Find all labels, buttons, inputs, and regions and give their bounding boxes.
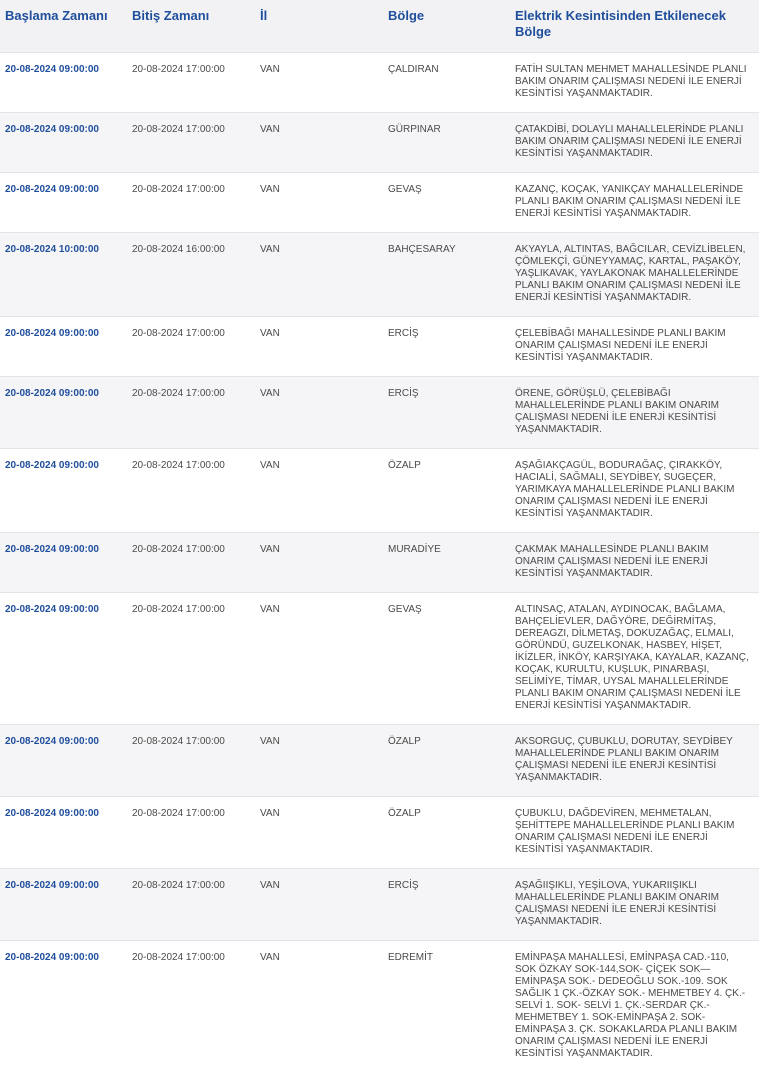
table-row bbox=[0, 448, 759, 532]
start-time-cell: 20-08-2024 09:00:00 bbox=[5, 63, 99, 75]
end-time-cell: 20-08-2024 17:00:00 bbox=[132, 807, 225, 819]
start-time-cell: 20-08-2024 09:00:00 bbox=[5, 603, 99, 615]
start-time-cell: 20-08-2024 09:00:00 bbox=[5, 387, 99, 399]
end-time-cell: 20-08-2024 17:00:00 bbox=[132, 951, 225, 963]
table-row bbox=[0, 232, 759, 316]
district-cell: GÜRPINAR bbox=[388, 123, 441, 135]
province-cell: VAN bbox=[260, 387, 280, 399]
affected-area-cell: KAZANÇ, KOÇAK, YANIKÇAY MAHALLELERİNDE PLANLI BAKIM ONARIM ÇALIŞMASI NEDENİ İLE ENERJİ KESİNTİSİ YAŞANMAKTADIR. bbox=[515, 183, 744, 219]
end-time-cell: 20-08-2024 17:00:00 bbox=[132, 879, 225, 891]
affected-area-cell: AŞAĞIAKÇAGÜL, BODURAĞAÇ, ÇIRAKKÖY, HACIALİ, SAĞMALI, SEYDİBEY, SUGEÇER, YARIMKAYA MAHALLELERİNDE PLANLI BAKIM ONARIM ÇALIŞMASI NEDENİ İLE ENERJİ KESİNTİSİ YAŞANMAKTADIR. bbox=[515, 459, 735, 519]
affected-area-cell: ALTINSAÇ, ATALAN, AYDINOCAK, BAĞLAMA, BAHÇELİEVLER, DAĞYÖRE, DEĞİRMİTAŞ, DEREAGZI, DİLMETAŞ, DOKUZAĞAÇ, ELMALI, GÖRÜNDÜ, GUZELKONAK, HASBEY, HİŞET, İKİZLER, İNKÖY, KARŞIYAKA, KAYALAR, KAZANÇ, KOÇAK, KURULTU, KUŞLUK, PINARBAŞI, SELİMİYE, TİMAR, UYSAL MAHALLELERİNDE PLANLI BAKIM ONARIM ÇALIŞMASI NEDENİ İLE ENERJİ KESİNTİSİ YAŞANMAKTADIR. bbox=[515, 603, 749, 711]
province-cell: VAN bbox=[260, 123, 280, 135]
district-cell: ÖZALP bbox=[388, 807, 421, 819]
end-time-cell: 20-08-2024 16:00:00 bbox=[132, 243, 225, 255]
affected-area-cell: ÇELEBİBAĞI MAHALLESİNDE PLANLI BAKIM ONARIM ÇALIŞMASI NEDENİ İLE ENERJİ KESİNTİSİ YAŞANMAKTADIR. bbox=[515, 327, 726, 363]
district-cell: GEVAŞ bbox=[388, 183, 422, 195]
end-time-cell: 20-08-2024 17:00:00 bbox=[132, 543, 225, 555]
province-cell: VAN bbox=[260, 879, 280, 891]
table-row bbox=[0, 376, 759, 448]
table-row bbox=[0, 796, 759, 868]
end-time-cell: 20-08-2024 17:00:00 bbox=[132, 183, 225, 195]
affected-area-cell: ÇAKMAK MAHALLESİNDE PLANLI BAKIM ONARIM ÇALIŞMASI NEDENİ İLE ENERJİ KESİNTİSİ YAŞANMAKTADIR. bbox=[515, 543, 709, 579]
province-cell: VAN bbox=[260, 459, 280, 471]
start-time-cell: 20-08-2024 10:00:00 bbox=[5, 243, 99, 255]
province-cell: VAN bbox=[260, 243, 280, 255]
start-time-cell: 20-08-2024 09:00:00 bbox=[5, 543, 99, 555]
province-cell: VAN bbox=[260, 603, 280, 615]
end-time-cell: 20-08-2024 17:00:00 bbox=[132, 459, 225, 471]
start-time-cell: 20-08-2024 09:00:00 bbox=[5, 807, 99, 819]
district-cell: ÖZALP bbox=[388, 459, 421, 471]
affected-area-cell: ÇUBUKLU, DAĞDEVİREN, MEHMETALAN, ŞEHİTTEPE MAHALLELERİNDE PLANLI BAKIM ONARIM ÇALIŞMASI NEDENİ İLE ENERJİ KESİNTİSİ YAŞANMAKTADIR. bbox=[515, 807, 735, 855]
header-start-time[interactable]: Başlama Zamanı bbox=[5, 8, 108, 23]
district-cell: BAHÇESARAY bbox=[388, 243, 456, 255]
province-cell: VAN bbox=[260, 63, 280, 75]
province-cell: VAN bbox=[260, 807, 280, 819]
start-time-cell: 20-08-2024 09:00:00 bbox=[5, 183, 99, 195]
start-time-cell: 20-08-2024 09:00:00 bbox=[5, 879, 99, 891]
affected-area-cell: AKSORGUÇ, ÇUBUKLU, DORUTAY, SEYDİBEY MAHALLELERİNDE PLANLI BAKIM ONARIM ÇALIŞMASI NEDENİ İLE ENERJİ KESİNTİSİ YAŞANMAKTADIR. bbox=[515, 735, 733, 783]
table-row bbox=[0, 172, 759, 232]
province-cell: VAN bbox=[260, 951, 280, 963]
province-cell: VAN bbox=[260, 183, 280, 195]
header-row bbox=[0, 0, 759, 52]
end-time-cell: 20-08-2024 17:00:00 bbox=[132, 63, 225, 75]
start-time-cell: 20-08-2024 09:00:00 bbox=[5, 735, 99, 747]
affected-area-cell: AŞAĞIIŞIKLI, YEŞİLOVA, YUKARIIŞIKLI MAHALLELERİNDE PLANLI BAKIM ONARIM ÇALIŞMASI NEDENİ İLE ENERJİ KESİNTİSİ YAŞANMAKTADIR. bbox=[515, 879, 719, 927]
district-cell: ÇALDIRAN bbox=[388, 63, 439, 75]
table-row bbox=[0, 52, 759, 112]
header-province[interactable]: İl bbox=[260, 8, 268, 23]
header-end-time[interactable]: Bitiş Zamanı bbox=[132, 8, 210, 23]
end-time-cell: 20-08-2024 17:00:00 bbox=[132, 735, 225, 747]
affected-area-cell: AKYAYLA, ALTINTAS, BAĞCILAR, CEVİZLİBELEN, ÇÖMLEKÇİ, GÜNEYYAMAÇ, KARTAL, PAŞAKÖY, YAŞLIKAVAK, YAYLAKONAK MAHALLELERİNDE PLANLI BAKIM ONARIM ÇALIŞMASI NEDENİ İLE ENERJİ KESİNTİSİ YAŞANMAKTADIR. bbox=[515, 243, 746, 303]
header-affected-area[interactable]: Elektrik Kesintisinden Etkilenecek Bölge bbox=[515, 8, 726, 39]
table-header bbox=[0, 0, 759, 52]
table-row bbox=[0, 532, 759, 592]
district-cell: GEVAŞ bbox=[388, 603, 422, 615]
table-row bbox=[0, 112, 759, 172]
table-row bbox=[0, 316, 759, 376]
province-cell: VAN bbox=[260, 543, 280, 555]
start-time-cell: 20-08-2024 09:00:00 bbox=[5, 123, 99, 135]
district-cell: EDREMİT bbox=[388, 951, 433, 963]
end-time-cell: 20-08-2024 17:00:00 bbox=[132, 603, 225, 615]
district-cell: ERCİŞ bbox=[388, 879, 419, 891]
province-cell: VAN bbox=[260, 327, 280, 339]
affected-area-cell: EMİNPAŞA MAHALLESİ, EMİNPAŞA CAD.-110, SOK ÖZKAY SOK-144,SOK- ÇİÇEK SOK—EMİNPAŞA SOK.- DEDEOĞLU SOK.-109. SOK SAĞLIK 1 ÇK.-ÖZKAY SOK.- MEHMETBEY 4. ÇK.-SELVİ 1. SOK- SELVİ 1. ÇK.-SERDAR ÇK.- MEHMETBEY 1. SOK-EMİNPAŞA 2. SOK- EMİNPAŞA 3. ÇK. SOKAKLARDA PLANLI BAKIM ONARIM ÇALIŞMASI NEDENİ İLE ENERJİ KESİNTİSİ YAŞANMAKTADIR. bbox=[515, 951, 746, 1059]
table-body bbox=[0, 52, 759, 1072]
end-time-cell: 20-08-2024 17:00:00 bbox=[132, 123, 225, 135]
affected-area-cell: FATİH SULTAN MEHMET MAHALLESİNDE PLANLI BAKIM ONARIM ÇALIŞMASI NEDENİ İLE ENERJİ KESİNTİSİ YAŞANMAKTADIR. bbox=[515, 63, 747, 99]
table-row bbox=[0, 592, 759, 724]
affected-area-cell: ÖRENE, GÖRÜŞLÜ, ÇELEBİBAĞI MAHALLELERİNDE PLANLI BAKIM ONARIM ÇALIŞMASI NEDENİ İLE ENERJİ KESİNTİSİ YAŞANMAKTADIR. bbox=[515, 387, 719, 435]
end-time-cell: 20-08-2024 17:00:00 bbox=[132, 387, 225, 399]
affected-area-cell: ÇATAKDİBİ, DOLAYLI MAHALLELERİNDE PLANLI BAKIM ONARIM ÇALIŞMASI NEDENİ İLE ENERJİ KESİNTİSİ YAŞANMAKTADIR. bbox=[515, 123, 744, 159]
district-cell: ÖZALP bbox=[388, 735, 421, 747]
start-time-cell: 20-08-2024 09:00:00 bbox=[5, 327, 99, 339]
header-district[interactable]: Bölge bbox=[388, 8, 425, 23]
district-cell: ERCİŞ bbox=[388, 327, 419, 339]
table-row bbox=[0, 724, 759, 796]
district-cell: MURADİYE bbox=[388, 543, 441, 555]
end-time-cell: 20-08-2024 17:00:00 bbox=[132, 327, 225, 339]
start-time-cell: 20-08-2024 09:00:00 bbox=[5, 459, 99, 471]
province-cell: VAN bbox=[260, 735, 280, 747]
district-cell: ERCİŞ bbox=[388, 387, 419, 399]
table-row bbox=[0, 940, 759, 1072]
table-row bbox=[0, 868, 759, 940]
start-time-cell: 20-08-2024 09:00:00 bbox=[5, 951, 99, 963]
